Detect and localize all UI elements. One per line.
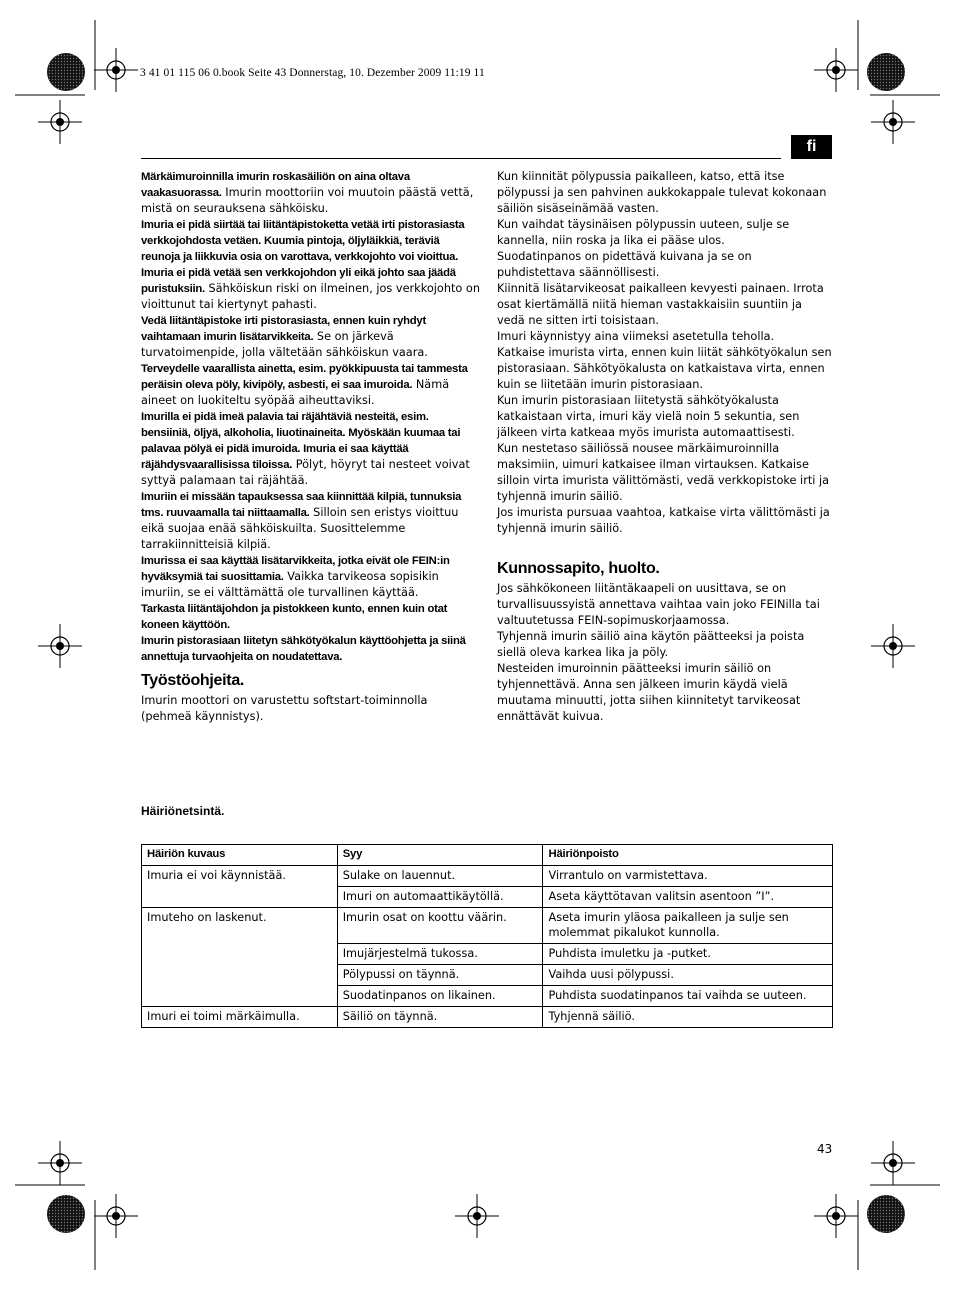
safety-paragraph: Tarkasta liitäntäjohdon ja pistokkeen kunto, ennen kuin otat koneen käyttöön. (141, 603, 448, 631)
crosshair (94, 48, 138, 92)
maintenance-paragraph: Tyhjennä imurin säiliö aina käytön päätteeksi ja poista siellä oleva karkea lika ja pöly. (497, 630, 805, 659)
crosshair (871, 1141, 915, 1185)
safety-paragraph: Imurin pistorasiaan liitetyn sähkötyökalun käyttöohjetta ja siinä annettuja turvaohjeita on noudatettava. (141, 635, 466, 663)
safety-paragraph: Vedä liitäntäpistoke irti pistorasiasta, ennen kuin ryhdyt vaihtamaan imurin lisätarvikkeita. Se on järkevä turvatoimenpide, jolla vältetään sähköiskun vaara. (141, 315, 428, 359)
remedy-cell: Virrantulo on varmistettava. (543, 866, 833, 887)
safety-paragraph: Terveydelle vaarallista ainetta, esim. pyökkipuusta tai tammesta peräisin oleva pöly, kivipöly, asbesti, ei saa imuroida. Nämä aineet on luokiteltu syöpää aiheuttaviksi. (141, 363, 468, 407)
usage-paragraph: Suodatinpanos on pidettävä kuivana ja se on puhdistettava säännöllisesti. (497, 250, 752, 279)
crosshair (38, 624, 82, 668)
crosshair (455, 1194, 499, 1238)
remedy-cell: Aseta käyttötavan valitsin asentoon ”I”. (543, 887, 833, 908)
registration-circle (867, 1195, 905, 1233)
safety-paragraph: Imurilla ei pidä imeä palavia tai räjähtäviä nesteitä, esim. bensiiniä, öljyä, alkoholia, liuotinaineita. Myöskään kuumaa tai palavaa pölyä ei pidä imuroida. Imuria ei saa käyttää räjähdysvaarallisissa tiloissa. Pölyt, höyryt tai nesteet voivat syttyä palamaan tai räjähtää. (141, 411, 470, 487)
usage-paragraph: Jos imurista pursuaa vaahtoa, katkaise virta välittömästi ja tyhjennä imurin säiliö. (497, 506, 830, 535)
remedy-cell: Vaihda uusi pölypussi. (543, 965, 833, 986)
maintenance-paragraph: Jos sähkökoneen liitäntäkaapeli on uusittava, se on turvallisuussyistä annettava vaihtaa vain joko FEINilla tai valtuutetussa FEIN-sopimuskorjaamossa. (497, 582, 820, 627)
file-info-line: 3 41 01 115 06 0.book Seite 43 Donnerstag, 10. Dezember 2009 11:19 11 (140, 67, 485, 79)
crosshair (38, 100, 82, 144)
work-instructions-text: Imurin moottori on varustettu softstart-toiminnolla (pehmeä käynnistys). (141, 694, 428, 723)
crosshair (871, 624, 915, 668)
safety-paragraph: Märkäimuroinnilla imurin roskasäiliön on aina oltava vaakasuorassa. Imurin moottoriin voi muutoin päästä vettä, mistä on seurauksena sähköisku. (141, 171, 474, 215)
crosshair (814, 1194, 858, 1238)
table-header-row (142, 845, 833, 866)
column-header: Häiriön kuvaus (142, 845, 338, 866)
crosshair (94, 1194, 138, 1238)
usage-paragraph: Imuri käynnistyy aina viimeksi asetetulla teholla. (497, 330, 775, 343)
remedy-cell: Puhdista suodatinpanos tai vaihda se uuteen. (543, 986, 833, 1007)
safety-paragraph: Imurissa ei saa käyttää lisätarvikkeita, jotka eivät ole FEIN:in hyväksymiä tai suosittamia. Vaikka tarvikeosa sopisikin imuriin, se ei välttämättä ole turvallinen käyttää. (141, 555, 450, 599)
cause-cell: Imurin osat on koottu väärin. (337, 908, 543, 944)
usage-paragraph: Kun nestetaso säiliössä nousee märkäimuroinnilla maksimiin, uimuri katkaisee ilman virtauksen. Katkaise silloin virta imurista välittömästi, vedä verkkopistoke irti ja tyhjennä imurin säiliö. (497, 442, 830, 503)
usage-paragraph: Kun kiinnität pölypussia paikalleen, katso, että itse pölypussi ja sen pahvinen aukkokappale tulevat kokonaan säiliön sisäseinämää vasten. (497, 170, 827, 215)
troubleshooting-table (141, 844, 833, 1028)
language-badge: fi (791, 135, 832, 159)
cause-cell: Imuri on automaattikäytöllä. (337, 887, 543, 908)
safety-paragraph: Imuriin ei missään tapauksessa saa kiinnittää kilpiä, tunnuksia tms. ruuvaamalla tai niittaamalla. Silloin sen eristys vioittuu eikä suojaa enää sähköiskuilta. Suosittelemme tarrakiinnitteisiä kilpiä. (141, 491, 462, 551)
usage-paragraph: Kun imurin pistorasiaan liitetystä sähkötyökalusta katkaistaan virta, imuri käy vielä noin 5 sekuntia, sen jälkeen virta katkeaa myös imurista automaattisesti. (497, 394, 800, 439)
maintenance-heading: Kunnossapito, huolto. (497, 560, 660, 577)
cause-cell: Suodatinpanos on likainen. (337, 986, 543, 1007)
column-header: Häiriönpoisto (543, 845, 833, 866)
table-row (142, 866, 833, 887)
troubleshooting-title: Häiriönetsintä. (141, 804, 225, 818)
remedy-cell: Aseta imurin yläosa paikalleen ja sulje sen molemmat pikalukot kunnolla. (543, 908, 833, 944)
registration-circle (47, 53, 85, 91)
cause-cell: Imujärjestelmä tukossa. (337, 944, 543, 965)
crosshair (814, 48, 858, 92)
crosshair (871, 100, 915, 144)
cause-cell: Sulake on lauennut. (337, 866, 543, 887)
table-row (142, 908, 833, 944)
remedy-cell: Puhdista imuletku ja -putket. (543, 944, 833, 965)
header-rule (141, 158, 781, 159)
table-row (142, 1007, 833, 1028)
cause-cell: Säiliö on täynnä. (337, 1007, 543, 1028)
safety-paragraph: Imuria ei pidä siirtää tai liitäntäpistoketta vetää irti pistorasiasta verkkojohdosta vetäen. Kuumia pintoja, öljyläikkiä, teräviä reunoja ja liikkuvia osia on varottava, verkkojohto voi vioittua. Imuria ei pidä vetää sen verkkojohdon yli eikä johto saa jäädä puristuksiin. Sähköiskun riski on ilmeinen, jos verkkojohto on vioittunut tai kiertynyt pahasti. (141, 219, 480, 311)
registration-circle (47, 1195, 85, 1233)
right-column (497, 169, 833, 725)
usage-paragraph: Katkaise imurista virta, ennen kuin liität sähkötyökalun sen pistorasiaan. Sähkötyökalusta on katkaistava virta, ennen kuin se liitetään imurin pistorasiaan. (497, 346, 832, 391)
usage-paragraph: Kun vaihdat täysinäisen pölypussin uuteen, sulje se kannella, niin roska ja lika ei pääse ulos. (497, 218, 790, 247)
fault-cell: Imuria ei voi käynnistää. (142, 866, 338, 908)
registration-circle (867, 53, 905, 91)
work-instructions-heading: Työstöohjeita. (141, 672, 245, 689)
left-column (141, 169, 481, 725)
fault-cell: Imuri ei toimi märkäimulla. (142, 1007, 338, 1028)
cause-cell: Pölypussi on täynnä. (337, 965, 543, 986)
maintenance-paragraph: Nesteiden imuroinnin päätteeksi imurin säiliö on tyhjennettävä. Anna sen jälkeen imurin käydä vielä muutama minuutti, jotta siihen kiinnitetyt tarvikeosat ennättävät kuivua. (497, 662, 801, 723)
usage-paragraph: Kiinnitä lisätarvikeosat paikalleen kevyesti painaen. Irrota osat kiertämällä niitä hieman vastakkaisiin suuntiin ja vedä ne sitten irti toisistaan. (497, 282, 824, 327)
page-number: 43 (817, 1142, 833, 1156)
column-header: Syy (337, 845, 543, 866)
fault-cell: Imuteho on laskenut. (142, 908, 338, 1007)
remedy-cell: Tyhjennä säiliö. (543, 1007, 833, 1028)
crosshair (38, 1141, 82, 1185)
